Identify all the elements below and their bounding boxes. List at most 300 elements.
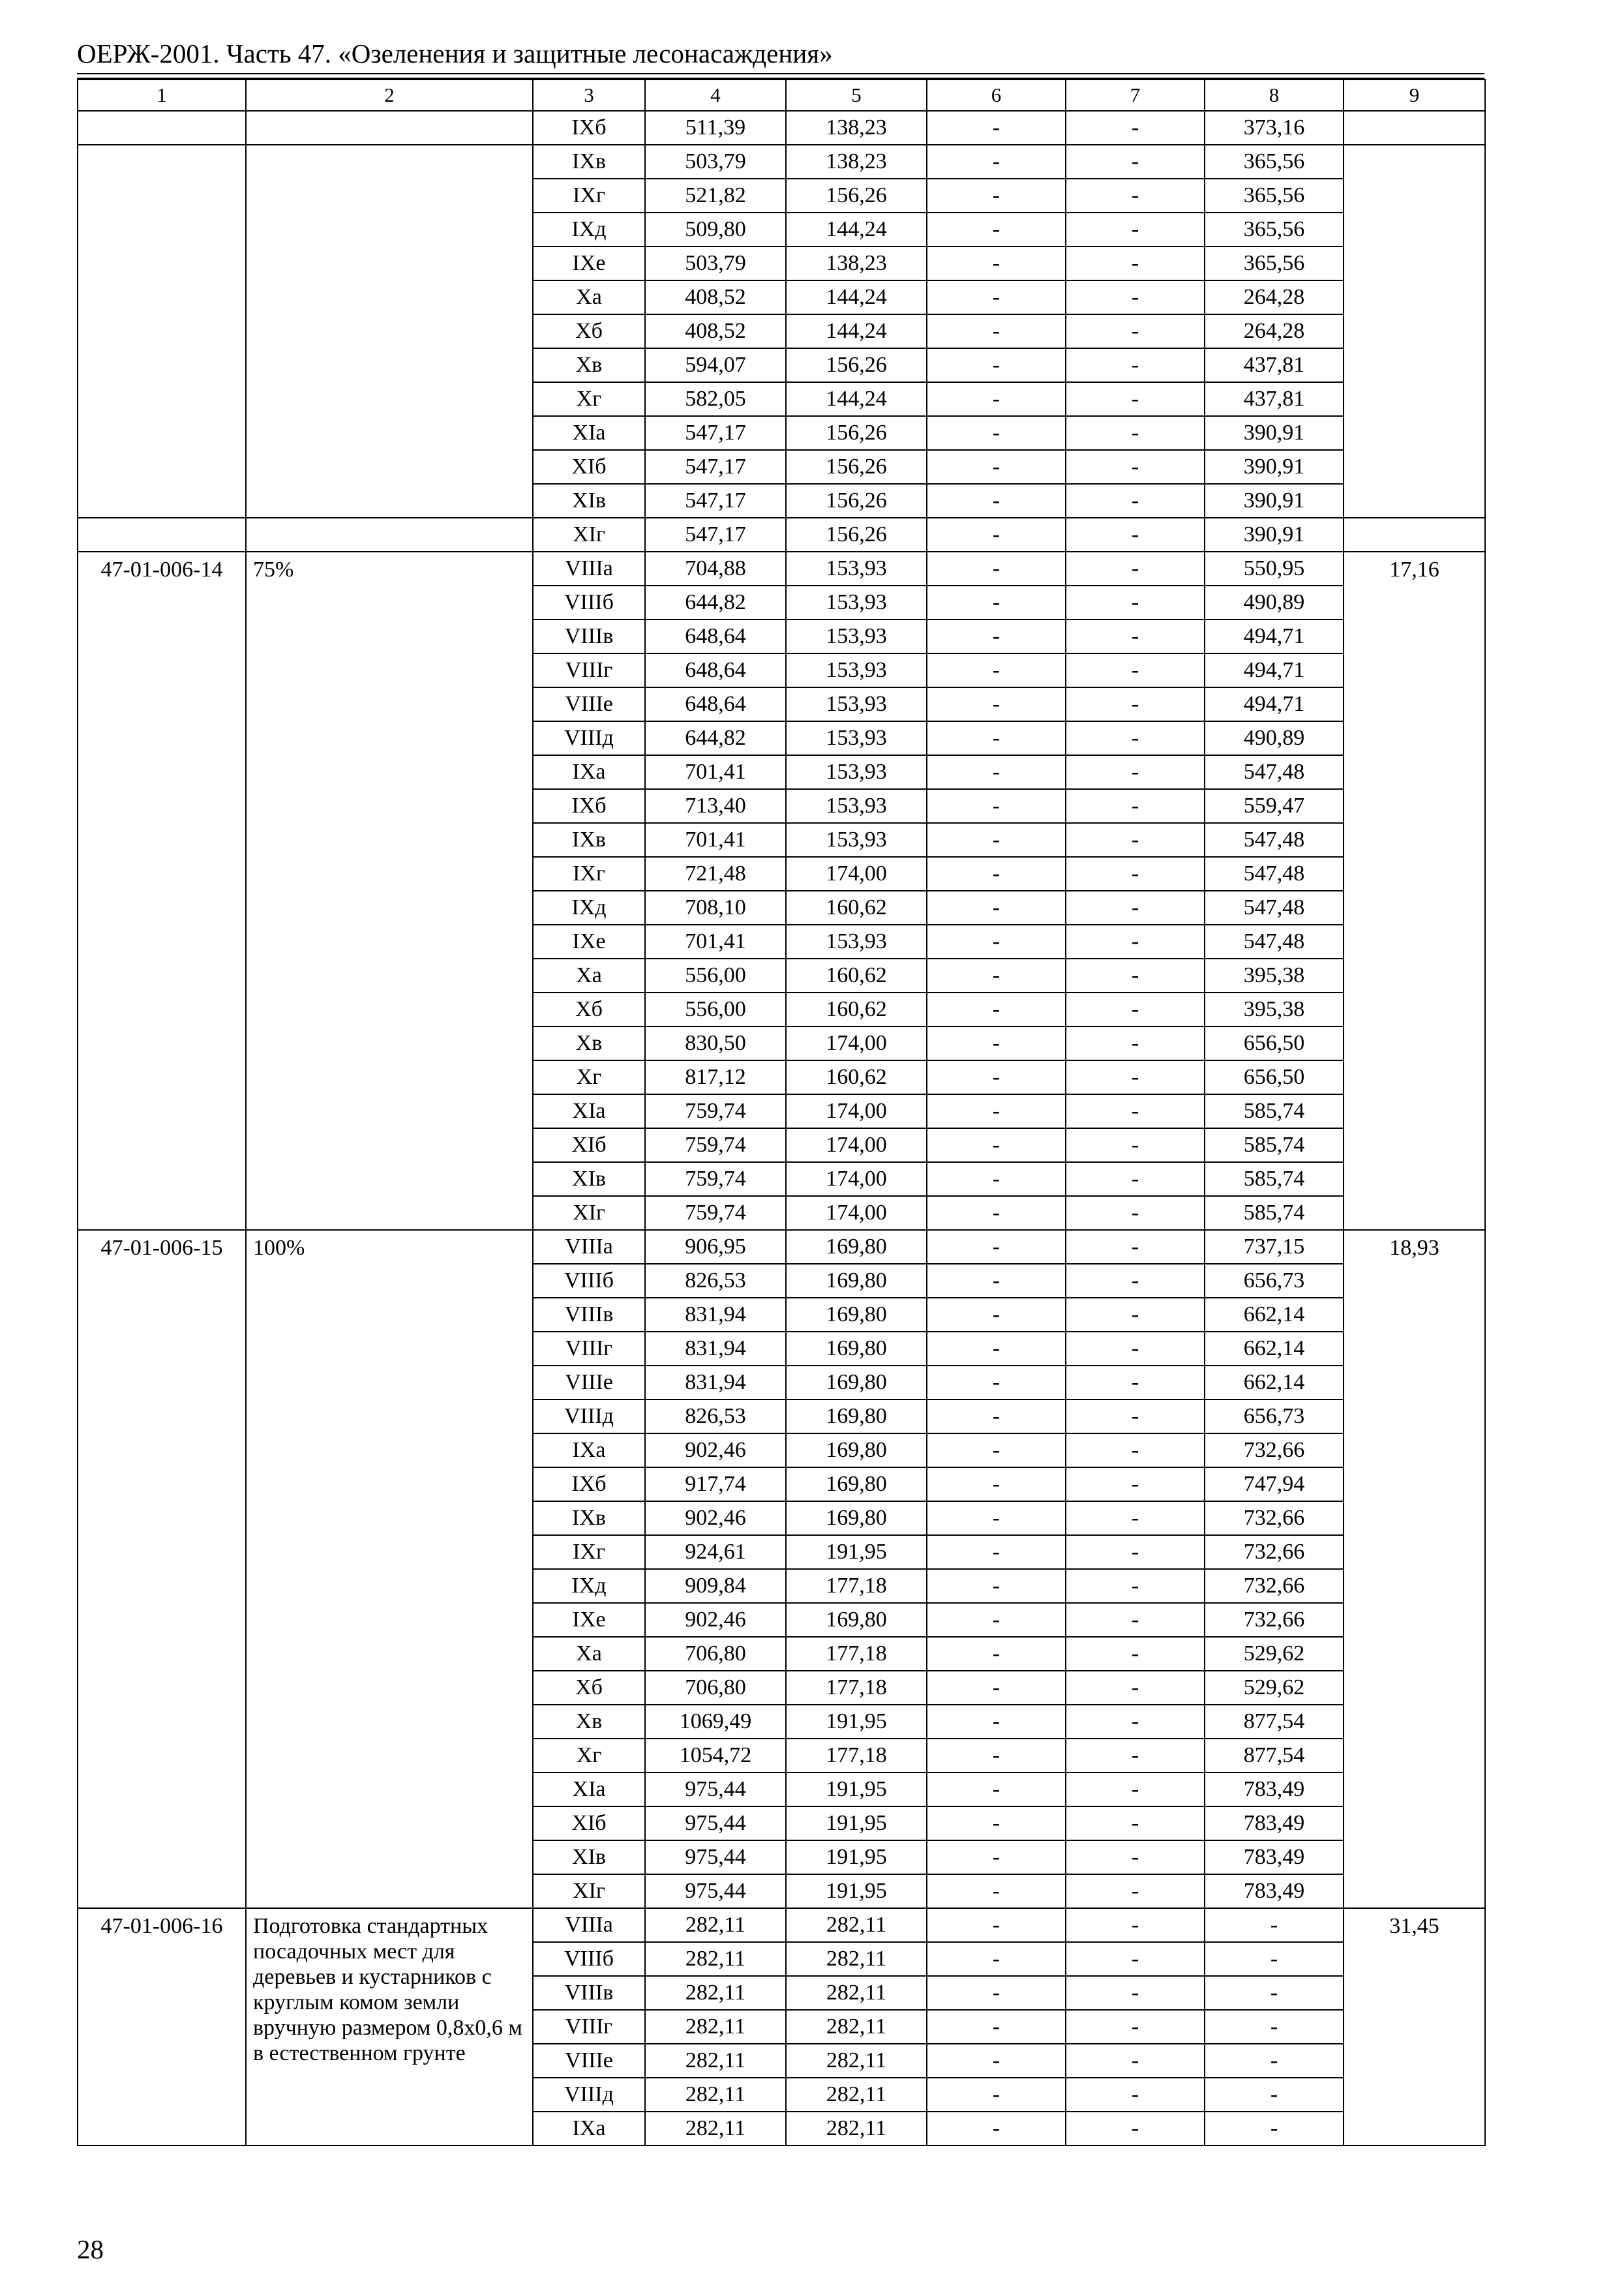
machine-cost-cell: -	[927, 1162, 1066, 1196]
machine-cost-cell: -	[927, 1908, 1066, 1942]
zone-cell: IXа	[533, 755, 645, 789]
materials-cost-cell: 365,56	[1205, 145, 1344, 179]
labor-cost-cell: 169,80	[786, 1264, 927, 1298]
zone-cell: Xа	[533, 1637, 645, 1671]
machine-cost-cell: -	[927, 1739, 1066, 1773]
materials-cost-cell: 490,89	[1205, 586, 1344, 620]
labor-cost-cell: 282,11	[786, 2044, 927, 2078]
operator-wage-cell: -	[1066, 925, 1205, 959]
materials-cost-cell: 264,28	[1205, 314, 1344, 348]
labor-cost-cell: 153,93	[786, 925, 927, 959]
total-cell-empty	[1344, 348, 1485, 382]
zone-cell: VIIIд	[533, 2078, 645, 2112]
machine-cost-cell: -	[927, 755, 1066, 789]
machine-cost-cell: -	[927, 111, 1066, 145]
machine-cost-cell: -	[927, 1264, 1066, 1298]
price-cell: 826,53	[645, 1399, 786, 1433]
labor-cost-cell: 177,18	[786, 1569, 927, 1603]
labor-cost-cell: 160,62	[786, 993, 927, 1026]
labor-cost-cell: 153,93	[786, 721, 927, 755]
rates-table	[77, 79, 1486, 2146]
header-rule-top	[77, 73, 1484, 74]
machine-cost-cell: -	[927, 1773, 1066, 1806]
operator-wage-cell: -	[1066, 891, 1205, 925]
price-cell: 706,80	[645, 1671, 786, 1705]
labor-cost-cell: 177,18	[786, 1671, 927, 1705]
zone-cell: XIа	[533, 416, 645, 450]
zone-cell: XIв	[533, 1162, 645, 1196]
operator-wage-cell: -	[1066, 1671, 1205, 1705]
labor-cost-cell: 174,00	[786, 1026, 927, 1060]
price-cell: 704,88	[645, 552, 786, 586]
zone-cell: XIг	[533, 518, 645, 552]
price-cell: 556,00	[645, 993, 786, 1026]
materials-cost-cell: 547,48	[1205, 925, 1344, 959]
operator-wage-cell: -	[1066, 450, 1205, 484]
code-cell-empty	[78, 145, 246, 179]
materials-cost-cell: 390,91	[1205, 416, 1344, 450]
labor-cost-cell: 144,24	[786, 280, 927, 314]
zone-cell: Xб	[533, 1671, 645, 1705]
machine-cost-cell: -	[927, 1705, 1066, 1739]
labor-cost-cell: 160,62	[786, 959, 927, 993]
operator-wage-cell: -	[1066, 416, 1205, 450]
description-cell-empty	[246, 518, 533, 552]
price-cell: 830,50	[645, 1026, 786, 1060]
zone-cell: VIIIе	[533, 2044, 645, 2078]
labor-cost-cell: 169,80	[786, 1298, 927, 1332]
operator-wage-cell: -	[1066, 1060, 1205, 1094]
operator-wage-cell: -	[1066, 1806, 1205, 1840]
table-row	[78, 348, 1485, 382]
labor-cost-cell: 174,00	[786, 1094, 927, 1128]
zone-cell: IXд	[533, 1569, 645, 1603]
zone-cell: Xв	[533, 1026, 645, 1060]
materials-cost-cell: 365,56	[1205, 247, 1344, 280]
machine-cost-cell: -	[927, 1942, 1066, 1976]
total-cell-empty	[1344, 247, 1485, 280]
operator-wage-cell: -	[1066, 653, 1205, 687]
labor-cost-cell: 191,95	[786, 1806, 927, 1840]
operator-wage-cell: -	[1066, 1705, 1205, 1739]
table-row	[78, 213, 1485, 247]
materials-cost-cell: 395,38	[1205, 959, 1344, 993]
machine-cost-cell: -	[927, 925, 1066, 959]
materials-cost-cell: 365,56	[1205, 213, 1344, 247]
description-cell-empty	[246, 213, 533, 247]
description-cell-empty	[246, 179, 533, 213]
total-cell-empty	[1344, 416, 1485, 450]
price-cell: 648,64	[645, 653, 786, 687]
materials-cost-cell: 547,48	[1205, 755, 1344, 789]
operator-wage-cell: -	[1066, 1026, 1205, 1060]
price-cell: 509,80	[645, 213, 786, 247]
labor-cost-cell: 191,95	[786, 1874, 927, 1908]
machine-cost-cell: -	[927, 1840, 1066, 1874]
price-cell: 917,74	[645, 1467, 786, 1501]
materials-cost-cell: 662,14	[1205, 1332, 1344, 1366]
price-cell: 902,46	[645, 1603, 786, 1637]
zone-cell: IXв	[533, 145, 645, 179]
labor-total: 31,45	[1344, 1908, 1485, 2146]
price-cell: 701,41	[645, 823, 786, 857]
zone-cell: XIб	[533, 1806, 645, 1840]
materials-cost-cell: -	[1205, 1976, 1344, 2010]
operator-wage-cell: -	[1066, 1603, 1205, 1637]
materials-cost-cell: 585,74	[1205, 1128, 1344, 1162]
labor-cost-cell: 144,24	[786, 314, 927, 348]
machine-cost-cell: -	[927, 1467, 1066, 1501]
zone-cell: XIа	[533, 1773, 645, 1806]
labor-cost-cell: 191,95	[786, 1535, 927, 1569]
operator-wage-cell: -	[1066, 179, 1205, 213]
description-cell-empty	[246, 450, 533, 484]
operator-wage-cell: -	[1066, 2078, 1205, 2112]
operator-wage-cell: -	[1066, 280, 1205, 314]
operator-wage-cell: -	[1066, 145, 1205, 179]
price-cell: 713,40	[645, 789, 786, 823]
table-row	[78, 416, 1485, 450]
materials-cost-cell: 437,81	[1205, 348, 1344, 382]
zone-cell: VIIIв	[533, 1298, 645, 1332]
labor-cost-cell: 174,00	[786, 857, 927, 891]
labor-cost-cell: 138,23	[786, 111, 927, 145]
machine-cost-cell: -	[927, 484, 1066, 518]
materials-cost-cell: 585,74	[1205, 1094, 1344, 1128]
price-cell: 975,44	[645, 1806, 786, 1840]
price-cell: 503,79	[645, 145, 786, 179]
price-cell: 831,94	[645, 1366, 786, 1399]
labor-cost-cell: 153,93	[786, 586, 927, 620]
operator-wage-cell: -	[1066, 755, 1205, 789]
price-cell: 282,11	[645, 1942, 786, 1976]
machine-cost-cell: -	[927, 416, 1066, 450]
operator-wage-cell: -	[1066, 1366, 1205, 1399]
labor-cost-cell: 153,93	[786, 687, 927, 721]
materials-cost-cell: 437,81	[1205, 382, 1344, 416]
table-row	[78, 382, 1485, 416]
total-cell-empty	[1344, 382, 1485, 416]
price-cell: 909,84	[645, 1569, 786, 1603]
zone-cell: VIIIг	[533, 2010, 645, 2044]
labor-cost-cell: 177,18	[786, 1637, 927, 1671]
machine-cost-cell: -	[927, 1332, 1066, 1366]
operator-wage-cell: -	[1066, 789, 1205, 823]
code-cell-empty	[78, 518, 246, 552]
materials-cost-cell: 656,73	[1205, 1264, 1344, 1298]
zone-cell: IXв	[533, 823, 645, 857]
price-cell: 282,11	[645, 2078, 786, 2112]
materials-cost-cell: 783,49	[1205, 1806, 1344, 1840]
labor-cost-cell: 160,62	[786, 1060, 927, 1094]
materials-cost-cell: 390,91	[1205, 484, 1344, 518]
code-cell-empty	[78, 314, 246, 348]
table-row	[78, 518, 1485, 552]
operator-wage-cell: -	[1066, 484, 1205, 518]
materials-cost-cell: 490,89	[1205, 721, 1344, 755]
machine-cost-cell: -	[927, 1535, 1066, 1569]
machine-cost-cell: -	[927, 314, 1066, 348]
machine-cost-cell: -	[927, 145, 1066, 179]
machine-cost-cell: -	[927, 1026, 1066, 1060]
code-cell-empty	[78, 450, 246, 484]
code-cell-empty	[78, 382, 246, 416]
materials-cost-cell: 494,71	[1205, 653, 1344, 687]
price-cell: 975,44	[645, 1773, 786, 1806]
total-cell-empty	[1344, 280, 1485, 314]
operator-wage-cell: -	[1066, 1128, 1205, 1162]
price-cell: 975,44	[645, 1840, 786, 1874]
zone-cell: VIIIа	[533, 1908, 645, 1942]
machine-cost-cell: -	[927, 213, 1066, 247]
materials-cost-cell: 390,91	[1205, 450, 1344, 484]
price-cell: 547,17	[645, 484, 786, 518]
price-cell: 503,79	[645, 247, 786, 280]
labor-cost-cell: 174,00	[786, 1162, 927, 1196]
labor-cost-cell: 156,26	[786, 416, 927, 450]
table-row	[78, 484, 1485, 518]
machine-cost-cell: -	[927, 1433, 1066, 1467]
labor-cost-cell: 153,93	[786, 789, 927, 823]
description-cell-empty	[246, 314, 533, 348]
labor-cost-cell: 156,26	[786, 348, 927, 382]
price-cell: 721,48	[645, 857, 786, 891]
zone-cell: IXг	[533, 857, 645, 891]
zone-cell: VIIIг	[533, 1332, 645, 1366]
machine-cost-cell: -	[927, 382, 1066, 416]
materials-cost-cell: 559,47	[1205, 789, 1344, 823]
price-cell: 759,74	[645, 1196, 786, 1230]
labor-cost-cell: 156,26	[786, 518, 927, 552]
labor-cost-cell: 177,18	[786, 1739, 927, 1773]
materials-cost-cell: 783,49	[1205, 1840, 1344, 1874]
price-cell: 759,74	[645, 1128, 786, 1162]
machine-cost-cell: -	[927, 1196, 1066, 1230]
price-cell: 511,39	[645, 111, 786, 145]
price-cell: 831,94	[645, 1298, 786, 1332]
materials-cost-cell: 732,66	[1205, 1603, 1344, 1637]
operator-wage-cell: -	[1066, 348, 1205, 382]
price-cell: 826,53	[645, 1264, 786, 1298]
zone-cell: Xб	[533, 993, 645, 1026]
rate-description: Подготовка стандартных посадочных мест для деревьев и кустарников с круглым комом земли вручную размером 0,8х0,6 м в естественном грунте	[246, 1908, 533, 2146]
machine-cost-cell: -	[927, 518, 1066, 552]
operator-wage-cell: -	[1066, 1908, 1205, 1942]
operator-wage-cell: -	[1066, 111, 1205, 145]
machine-cost-cell: -	[927, 789, 1066, 823]
machine-cost-cell: -	[927, 687, 1066, 721]
zone-cell: Xг	[533, 382, 645, 416]
price-cell: 282,11	[645, 1908, 786, 1942]
total-cell-empty	[1344, 111, 1485, 145]
materials-cost-cell: 529,62	[1205, 1671, 1344, 1705]
table-row	[78, 450, 1485, 484]
code-cell-empty	[78, 280, 246, 314]
materials-cost-cell: -	[1205, 1942, 1344, 1976]
table-row	[78, 280, 1485, 314]
materials-cost-cell: 732,66	[1205, 1569, 1344, 1603]
price-cell: 975,44	[645, 1874, 786, 1908]
zone-cell: IXб	[533, 111, 645, 145]
operator-wage-cell: -	[1066, 1535, 1205, 1569]
table-row	[78, 145, 1485, 179]
zone-cell: XIв	[533, 484, 645, 518]
labor-cost-cell: 169,80	[786, 1433, 927, 1467]
machine-cost-cell: -	[927, 1501, 1066, 1535]
price-cell: 817,12	[645, 1060, 786, 1094]
zone-cell: VIIIд	[533, 1399, 645, 1433]
rate-description: 75%	[246, 552, 533, 1230]
materials-cost-cell: 656,50	[1205, 1060, 1344, 1094]
column-number: 4	[645, 80, 786, 111]
operator-wage-cell: -	[1066, 959, 1205, 993]
total-cell-empty	[1344, 314, 1485, 348]
column-number-row	[78, 80, 1485, 111]
materials-cost-cell: 390,91	[1205, 518, 1344, 552]
operator-wage-cell: -	[1066, 314, 1205, 348]
materials-cost-cell: 365,56	[1205, 179, 1344, 213]
price-cell: 831,94	[645, 1332, 786, 1366]
operator-wage-cell: -	[1066, 620, 1205, 653]
zone-cell: IXе	[533, 925, 645, 959]
price-cell: 906,95	[645, 1230, 786, 1264]
zone-cell: IXг	[533, 179, 645, 213]
operator-wage-cell: -	[1066, 586, 1205, 620]
zone-cell: IXд	[533, 891, 645, 925]
labor-cost-cell: 169,80	[786, 1230, 927, 1264]
price-cell: 521,82	[645, 179, 786, 213]
code-cell-empty	[78, 179, 246, 213]
total-cell-empty	[1344, 484, 1485, 518]
zone-cell: VIIIа	[533, 1230, 645, 1264]
operator-wage-cell: -	[1066, 1976, 1205, 2010]
zone-cell: XIа	[533, 1094, 645, 1128]
code-cell-empty	[78, 111, 246, 145]
labor-cost-cell: 191,95	[786, 1705, 927, 1739]
column-number: 1	[78, 80, 246, 111]
materials-cost-cell: 662,14	[1205, 1298, 1344, 1332]
price-cell: 556,00	[645, 959, 786, 993]
description-cell-empty	[246, 280, 533, 314]
labor-cost-cell: 138,23	[786, 145, 927, 179]
code-cell-empty	[78, 416, 246, 450]
zone-cell: VIIIб	[533, 1264, 645, 1298]
rate-code: 47-01-006-14	[78, 552, 246, 1230]
column-number: 9	[1344, 80, 1485, 111]
price-cell: 547,17	[645, 450, 786, 484]
materials-cost-cell: 656,73	[1205, 1399, 1344, 1433]
zone-cell: VIIIе	[533, 687, 645, 721]
operator-wage-cell: -	[1066, 1467, 1205, 1501]
labor-cost-cell: 282,11	[786, 2078, 927, 2112]
labor-cost-cell: 156,26	[786, 450, 927, 484]
labor-cost-cell: 191,95	[786, 1840, 927, 1874]
labor-cost-cell: 169,80	[786, 1366, 927, 1399]
labor-cost-cell: 169,80	[786, 1332, 927, 1366]
labor-cost-cell: 160,62	[786, 891, 927, 925]
table-row	[78, 247, 1485, 280]
document-header: ОЕРЖ-2001. Часть 47. «Озеленения и защитные лесонасаждения»	[77, 38, 833, 68]
price-cell: 1069,49	[645, 1705, 786, 1739]
zone-cell: Xг	[533, 1060, 645, 1094]
labor-cost-cell: 153,93	[786, 552, 927, 586]
operator-wage-cell: -	[1066, 1094, 1205, 1128]
machine-cost-cell: -	[927, 993, 1066, 1026]
materials-cost-cell: 662,14	[1205, 1366, 1344, 1399]
machine-cost-cell: -	[927, 1603, 1066, 1637]
zone-cell: IXб	[533, 1467, 645, 1501]
machine-cost-cell: -	[927, 1094, 1066, 1128]
operator-wage-cell: -	[1066, 1332, 1205, 1366]
materials-cost-cell: -	[1205, 2078, 1344, 2112]
zone-cell: Xв	[533, 1705, 645, 1739]
machine-cost-cell: -	[927, 857, 1066, 891]
materials-cost-cell: 585,74	[1205, 1162, 1344, 1196]
price-cell: 282,11	[645, 2010, 786, 2044]
machine-cost-cell: -	[927, 348, 1066, 382]
description-cell-empty	[246, 484, 533, 518]
zone-cell: IXе	[533, 1603, 645, 1637]
zone-cell: Xа	[533, 959, 645, 993]
machine-cost-cell: -	[927, 1806, 1066, 1840]
labor-cost-cell: 282,11	[786, 1942, 927, 1976]
operator-wage-cell: -	[1066, 1637, 1205, 1671]
zone-cell: Xв	[533, 348, 645, 382]
materials-cost-cell: 395,38	[1205, 993, 1344, 1026]
zone-cell: VIIIв	[533, 1976, 645, 2010]
price-cell: 547,17	[645, 416, 786, 450]
operator-wage-cell: -	[1066, 1569, 1205, 1603]
zone-cell: XIб	[533, 450, 645, 484]
materials-cost-cell: 373,16	[1205, 111, 1344, 145]
labor-total: 17,16	[1344, 552, 1485, 1230]
zone-cell: IXа	[533, 2112, 645, 2146]
operator-wage-cell: -	[1066, 518, 1205, 552]
zone-cell: XIв	[533, 1840, 645, 1874]
description-cell-empty	[246, 348, 533, 382]
machine-cost-cell: -	[927, 179, 1066, 213]
machine-cost-cell: -	[927, 959, 1066, 993]
column-number: 2	[246, 80, 533, 111]
labor-cost-cell: 174,00	[786, 1196, 927, 1230]
price-cell: 759,74	[645, 1094, 786, 1128]
machine-cost-cell: -	[927, 247, 1066, 280]
price-cell: 408,52	[645, 280, 786, 314]
materials-cost-cell: 747,94	[1205, 1467, 1344, 1501]
rate-code: 47-01-006-16	[78, 1908, 246, 2146]
machine-cost-cell: -	[927, 1366, 1066, 1399]
materials-cost-cell: 877,54	[1205, 1739, 1344, 1773]
materials-cost-cell: 732,66	[1205, 1535, 1344, 1569]
materials-cost-cell: 494,71	[1205, 687, 1344, 721]
price-cell: 902,46	[645, 1501, 786, 1535]
labor-cost-cell: 282,11	[786, 1976, 927, 2010]
materials-cost-cell: -	[1205, 2044, 1344, 2078]
materials-cost-cell: 550,95	[1205, 552, 1344, 586]
zone-cell: XIг	[533, 1874, 645, 1908]
operator-wage-cell: -	[1066, 382, 1205, 416]
operator-wage-cell: -	[1066, 1942, 1205, 1976]
materials-cost-cell: 529,62	[1205, 1637, 1344, 1671]
machine-cost-cell: -	[927, 2044, 1066, 2078]
operator-wage-cell: -	[1066, 1501, 1205, 1535]
operator-wage-cell: -	[1066, 993, 1205, 1026]
price-cell: 701,41	[645, 925, 786, 959]
labor-cost-cell: 169,80	[786, 1501, 927, 1535]
machine-cost-cell: -	[927, 891, 1066, 925]
column-number: 6	[927, 80, 1066, 111]
zone-cell: VIIIд	[533, 721, 645, 755]
